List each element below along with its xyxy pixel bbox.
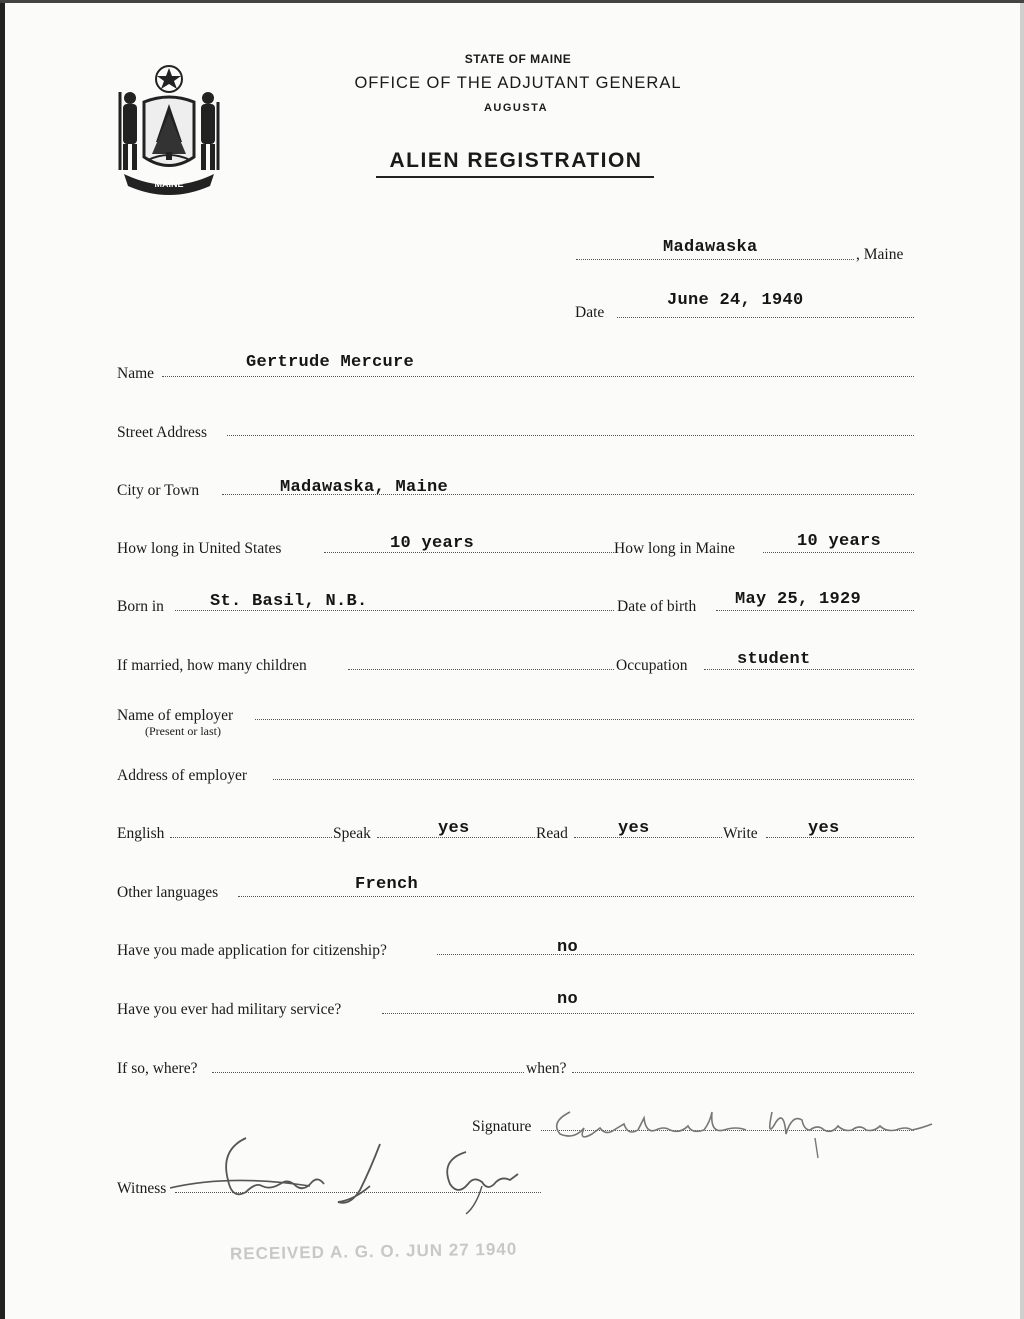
speak-value: yes [438, 819, 470, 838]
employer-note: (Present or last) [145, 724, 221, 738]
applicant-signature [540, 1100, 940, 1160]
how-long-maine-value: 10 years [797, 532, 882, 551]
date-value: June 24, 1940 [667, 291, 804, 310]
maine-label: , Maine [856, 246, 904, 263]
how-long-maine-line [763, 552, 914, 553]
date-of-birth-value: May 25, 1929 [735, 590, 862, 609]
date-label: Date [575, 304, 605, 321]
how-long-us-label: How long in United States [117, 540, 282, 557]
how-long-maine-label: How long in Maine [614, 540, 735, 557]
street-line [227, 435, 914, 436]
military-value: no [557, 990, 579, 1009]
speak-label: Speak [333, 825, 371, 842]
occupation-label: Occupation [616, 657, 688, 674]
date-of-birth-label: Date of birth [617, 598, 697, 615]
signature-label: Signature [472, 1118, 532, 1135]
citizenship-value: no [557, 938, 579, 957]
header-state: STATE OF MAINE [464, 52, 572, 66]
witness-signature [170, 1130, 530, 1220]
born-in-value: St. Basil, N.B. [210, 592, 368, 611]
name-label: Name [117, 365, 155, 382]
title-underline [376, 176, 654, 178]
when-label: when? [526, 1060, 567, 1077]
name-value: Gertrude Mercure [246, 353, 415, 372]
when-line [572, 1072, 914, 1073]
city-label: City or Town [117, 482, 200, 499]
town-value: Madawaska [663, 238, 758, 257]
date-of-birth-line [716, 610, 914, 611]
employer-name-line [255, 719, 914, 720]
employer-name-label: Name of employer [117, 707, 234, 724]
header-city: AUGUSTA [483, 102, 549, 114]
military-line [382, 1013, 914, 1014]
name-line [162, 376, 914, 377]
seal-banner-text: MAINE [154, 179, 184, 189]
city-value: Madawaska, Maine [280, 478, 449, 497]
scan-edge-left [0, 0, 5, 1319]
citizenship-label: Have you made application for citizenship? [117, 942, 387, 959]
if-so-where-label: If so, where? [117, 1060, 198, 1077]
received-stamp: RECEIVED A. G. O. JUN 27 1940 [229, 1239, 518, 1264]
town-line [576, 259, 854, 260]
write-value: yes [808, 819, 840, 838]
occupation-value: student [737, 650, 811, 669]
read-label: Read [536, 825, 568, 842]
english-line [170, 837, 332, 838]
date-line [617, 317, 914, 318]
other-languages-value: French [355, 875, 419, 894]
other-languages-line [238, 896, 914, 897]
military-label: Have you ever had military service? [117, 1001, 342, 1018]
occupation-line [704, 669, 914, 670]
scan-edge-right [1020, 0, 1024, 1319]
employer-address-label: Address of employer [117, 767, 247, 784]
employer-address-line [273, 779, 914, 780]
street-label: Street Address [117, 424, 207, 441]
how-long-us-value: 10 years [390, 534, 475, 553]
born-in-label: Born in [117, 598, 164, 615]
write-label: Write [723, 825, 758, 842]
other-languages-label: Other languages [117, 884, 219, 901]
married-line [348, 669, 614, 670]
if-so-where-line [212, 1072, 524, 1073]
witness-label: Witness [117, 1180, 167, 1197]
married-label: If married, how many children [117, 657, 307, 674]
english-label: English [117, 825, 165, 842]
read-value: yes [618, 819, 650, 838]
write-line [766, 837, 914, 838]
form-title: ALIEN REGISTRATION [389, 149, 643, 172]
scan-edge-top [0, 0, 1024, 3]
header-office: OFFICE OF THE ADJUTANT GENERAL [354, 74, 682, 92]
citizenship-line [437, 954, 914, 955]
